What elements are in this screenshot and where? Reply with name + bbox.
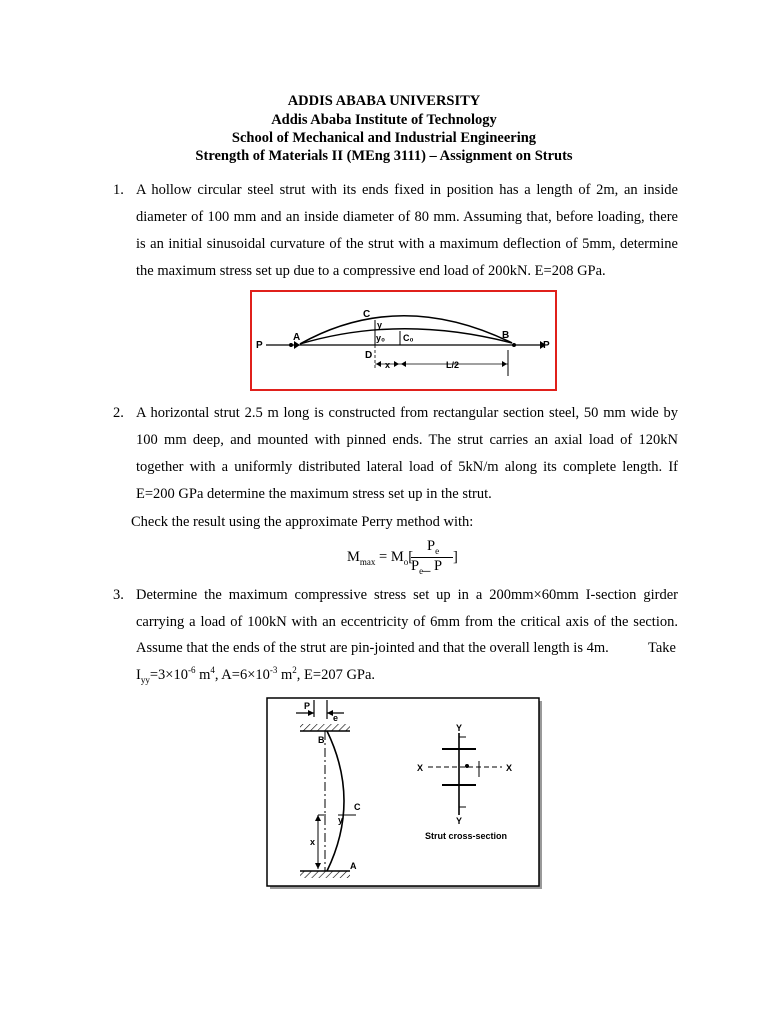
school-title: School of Mechanical and Industrial Engineering	[231, 130, 537, 146]
label-b: B	[318, 735, 325, 745]
question-2-line: E=200 GPa determine the maximum stress set up in the strut.	[136, 486, 492, 502]
label-y0: y₀	[376, 333, 386, 343]
question-3-constants	[136, 667, 375, 684]
load-point	[465, 764, 469, 768]
const-a: , A=6×10	[214, 667, 270, 683]
formula-o: o	[403, 556, 409, 567]
question-2-line: A horizontal strut 2.5 m long is constructed from rectangular section steel, 50 mm wide by	[136, 405, 678, 421]
institute-title: Addis Ababa Institute of Technology	[271, 112, 497, 128]
formula-m: M	[347, 549, 360, 565]
formula-close-bracket: ]	[453, 549, 458, 565]
label-p: P	[304, 701, 311, 711]
figure-2-eccentric-strut	[266, 697, 544, 891]
label-p-right: P	[543, 340, 550, 351]
const-i: I	[136, 667, 141, 683]
const-e: , E=207 GPa.	[296, 667, 376, 683]
bottom-support-hatch	[300, 871, 350, 878]
label-y-bottom: Y	[456, 816, 463, 826]
university-title: ADDIS ABABA UNIVERSITY	[287, 93, 481, 109]
question-1-line: is an initial sinusoidal curvature of the strut with a maximum deflection of 5mm, determine	[136, 236, 678, 252]
question-1-number: 1.	[113, 182, 124, 198]
label-b: B	[502, 330, 510, 341]
label-x-right: X	[506, 763, 513, 773]
const-eq1: =3×10	[149, 667, 188, 683]
figure-1-initial-curvature	[250, 290, 557, 391]
formula-num-p: P	[427, 538, 436, 554]
node-dot	[512, 343, 516, 347]
question-2-line: together with a uniformly distributed lateral load of 5kN/m along its complete length. If	[136, 459, 678, 475]
const-i-sub: yy	[140, 674, 150, 685]
section-caption: Strut cross-section	[425, 831, 508, 841]
const-unit1: m	[195, 667, 211, 683]
const-unit2: m	[277, 667, 293, 683]
label-d: D	[365, 350, 373, 361]
question-1-line: the maximum stress set up due to a compressive end load of 200kN. E=208 GPa.	[136, 263, 606, 279]
course-title: Strength of Materials II (MEng 3111) – Assignment on Struts	[195, 148, 573, 164]
formula-den-e: e	[419, 565, 424, 576]
formula-num-e: e	[435, 545, 440, 556]
question-3-number: 3.	[113, 587, 124, 603]
label-a: A	[350, 861, 357, 871]
formula-den-rest: _ P	[423, 558, 443, 574]
label-y: y	[377, 320, 383, 330]
perry-formula	[347, 538, 467, 578]
label-x: x	[385, 360, 391, 370]
formula-open-bracket: [	[408, 549, 414, 565]
formula-max: max	[359, 556, 376, 567]
formula-den-p: P	[411, 558, 420, 574]
label-c0: C₀	[403, 333, 414, 343]
question-3-line: Assume that the ends of the strut are pin-jointed and that the overall length is 4m.	[136, 640, 609, 656]
label-c: C	[363, 309, 371, 320]
label-y-top: Y	[456, 723, 463, 733]
top-support-hatch	[300, 724, 350, 731]
label-y: y	[338, 815, 344, 825]
const-unit1-sup: 4	[210, 665, 215, 676]
label-e: e	[333, 713, 339, 723]
question-3-line: carrying a load of 100kN with an eccentricity of 6mm from the critical axis of the section.	[136, 614, 678, 630]
const-unit2-sup: 2	[292, 665, 297, 676]
const-exp2: -3	[269, 665, 278, 676]
label-x-left: X	[417, 763, 424, 773]
perry-check-text: Check the result using the approximate Perry method with:	[131, 514, 474, 530]
question-3-line: Determine the maximum compressive stress set up in a 200mm×60mm I-section girder	[136, 587, 678, 603]
label-l2: L/2	[446, 360, 460, 370]
question-2-number: 2.	[113, 405, 124, 421]
question-2-line: 100 mm deep, and mounted with pinned ends. The strut carries an axial load of 120kN	[136, 432, 678, 448]
question-1-line: A hollow circular steel strut with its ends fixed in position has a length of 2m, an inside	[136, 182, 678, 198]
question-3-take: Take	[648, 640, 676, 656]
node-dot	[289, 343, 293, 347]
label-p-left: P	[256, 340, 263, 351]
question-1-line: diameter of 100 mm and an inside diameter of 80 mm. Assuming that, before loading, there	[136, 209, 678, 225]
label-a: A	[293, 332, 301, 343]
formula-eq: = M	[375, 549, 404, 565]
label-x: x	[310, 837, 316, 847]
label-c: C	[354, 802, 361, 812]
const-exp1: -6	[187, 665, 196, 676]
